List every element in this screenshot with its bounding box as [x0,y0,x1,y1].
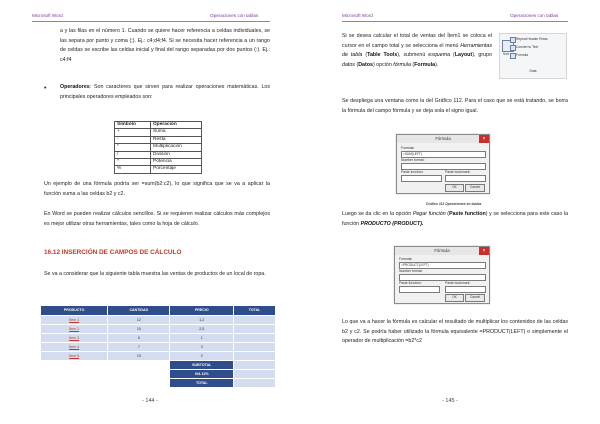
formula-input[interactable]: =SUM(LEFT) [401,151,486,158]
table-cell: 10 [108,351,170,360]
table-row [115,151,202,158]
ok-button[interactable]: OK [445,294,464,302]
table-cell [234,324,276,333]
operators-table [114,121,202,174]
table-cell: 5 [108,333,170,342]
paste-bookmark-select[interactable] [445,286,486,293]
number-format-label: Number format: [399,269,423,273]
formula-dialog [396,134,490,194]
table-row [41,333,276,342]
paste-function-label: Paste function: [399,281,422,285]
table-cell: Ítem 3 [41,333,108,342]
table-cell [234,333,276,342]
table-cell [234,378,276,387]
table-header-row [115,122,202,129]
page-number: - 145 - [442,398,458,404]
paste-bookmark-label: Paste bookmark: [445,170,471,174]
table-cell: / [115,151,151,158]
table-header: Operación [151,122,202,129]
table-row [41,315,276,324]
table-cell: - [115,136,151,143]
table-row [115,159,202,166]
bullet-icon: • [44,85,47,92]
table-cell [234,351,276,360]
formula-input[interactable]: =PRODUCT(LEFT) [399,262,486,269]
paragraph-references: a y las filas en el número 1. Cuando se quiere hacer referencia a celdas individuales, se las separa por punto y coma (;). Ej.: c4;d4;f4. Si se necesita hacer referencia a un rango de celdas se escribe las celdas inicial y final del rango separadas por dos puntos (:). Ej.: c4:f4 [60,28,270,63]
paragraph-sum-example: Un ejemplo de una fórmula podría ser =sum(b2:c2), lo que significa que se va a aplicar la función suma a las celdas b2 y c2. [44,181,270,197]
summary-row [41,360,276,369]
paragraph-sales-intro: Se va a considerar que la siguiente tabla muestra las ventas de productos de un local de ropa. [44,271,266,277]
close-icon[interactable]: × [479,247,489,255]
table-row [115,129,202,136]
right-page [300,0,600,424]
formula-label: Formula: [399,257,413,261]
table-cell: 1,2 [170,315,234,324]
table-cell: Multiplicación [151,144,202,151]
table-cell: % [115,166,151,173]
paragraph-dialog-intro: Se despliega una ventana como la del Gráfico 112. Para el caso que se está tratando, se borra la fórmula del campo fórmula y se deja sola el signo igual. [342,98,568,114]
header-left: Microsoft Word [342,13,373,18]
figure-caption: Gráfico 112 Operaciones en tablas [426,202,482,206]
table-cell: ^ [115,159,151,166]
table-row [41,324,276,333]
table-cell: 12 [108,315,170,324]
table-cell: Porcentaje [151,166,202,173]
table-cell: División [151,151,202,158]
table-cell: 1 [170,333,234,342]
table-header: PRECIO [170,306,234,316]
summary-row [41,378,276,387]
formula-button[interactable]: Formula [516,53,529,57]
close-icon[interactable]: × [479,135,489,143]
table-row [41,342,276,351]
paragraph-operators [60,83,270,102]
summary-row [41,369,276,378]
paragraph-product-result: Lo que va a hacer la fórmula es calcular el resultado de multiplicar los contenidos de las celdas b2 y c2. Se podría haber utilizado la fórmula equivalente =PRODUCT(LEFT) o simplemente el operador de multiplicación =b2*c2 [342,319,568,345]
table-row [115,166,202,173]
paste-function-select[interactable] [399,286,440,293]
table-cell: 10 [108,324,170,333]
number-format-select[interactable] [399,274,486,281]
summary-label: SUBTOTAL [170,360,234,369]
table-header: PRODUCTO [41,306,108,316]
paragraph-formula-menu: Si se desea calcular el total de ventas del Ítem1 se coloca el cursor en el campo total y se selecciona el menú Herramientas de tabla (Table Tools), submenú esquema (Layout), grupo datos (Datos) opción fórmula (Formula). [342,33,492,68]
table-cell: 7 [108,342,170,351]
table-cell: * [115,144,151,151]
table-cell: Ítem 2 [41,324,108,333]
table-cell: Ítem 4 [41,342,108,351]
table-cell: Ítem 1 [41,315,108,324]
table-header: CANTIDAD [108,306,170,316]
paragraph-paste-function: Luego se da clic en la opción Pegar función (Paste function) y se selecciona para este caso la función PRODUCTO (PRODUCT). [342,211,569,227]
section-heading: 16.12 INSERCIÓN DE CAMPOS DE CÁLCULO [44,249,182,256]
data-ribbon-group [499,33,567,79]
page-number: - 144 - [142,398,158,404]
cancel-button[interactable]: Cancel [465,184,485,192]
ok-button[interactable]: OK [445,184,464,192]
operators-term: Operadores [60,84,90,90]
repeat-header-rows-button[interactable]: Repeat Header Rows [516,37,548,41]
header-rule [32,21,270,22]
paste-function-label: Paste function: [401,170,424,174]
summary-label: IVA 12% [170,369,234,378]
header-right: Operaciones con tablas [210,13,259,18]
sort-label[interactable]: Sort [503,52,510,56]
table-cell: 2,5 [170,324,234,333]
dialog-title: Fórmula × [395,247,489,255]
sales-table [40,305,276,388]
convert-to-text-button[interactable]: Convert to Text [516,45,539,49]
data-group-label: Data [529,69,537,73]
table-row [115,144,202,151]
formula-label: Formula: [401,146,415,150]
header-rule [342,21,568,22]
operators-text: : Son caracteres que sirven para realizar operaciones matemáticas. Los principales operadores empleados son: [60,84,270,100]
paste-function-select[interactable] [401,175,442,182]
summary-label: TOTAL [170,378,234,387]
table-row [41,351,276,360]
table-cell: Suma [151,129,202,136]
table-header: TOTAL [234,306,276,316]
number-format-label: Number format: [401,158,425,162]
table-cell [234,342,276,351]
table-cell [234,315,276,324]
table-cell: Ítem 5 [41,351,108,360]
table-cell: 2 [170,351,234,360]
paragraph-word-calc: En Word se pueden realizar cálculos sencillos. Si se requieren realizar cálculos más complejos es mejor utilizar otras herramientas, tales como la hoja de cálculo. [44,211,270,227]
paste-bookmark-select[interactable] [445,175,486,182]
table-row [115,136,202,143]
number-format-select[interactable] [401,163,486,170]
table-header-row [41,306,276,316]
table-cell [234,369,276,378]
formula-dialog-product [394,246,490,304]
header-right: Operaciones con tablas [510,13,559,18]
table-cell [234,360,276,369]
table-header: Símbolo [115,122,151,129]
dialog-title: Fórmula × [397,135,489,143]
table-cell: Resta [151,136,202,143]
header-left: Microsoft Word [32,13,63,18]
table-cell: + [115,129,151,136]
cancel-button[interactable]: Cancel [465,294,485,302]
table-cell: 3 [170,342,234,351]
table-cell: Potencia [151,159,202,166]
paste-bookmark-label: Paste bookmark: [445,281,471,285]
